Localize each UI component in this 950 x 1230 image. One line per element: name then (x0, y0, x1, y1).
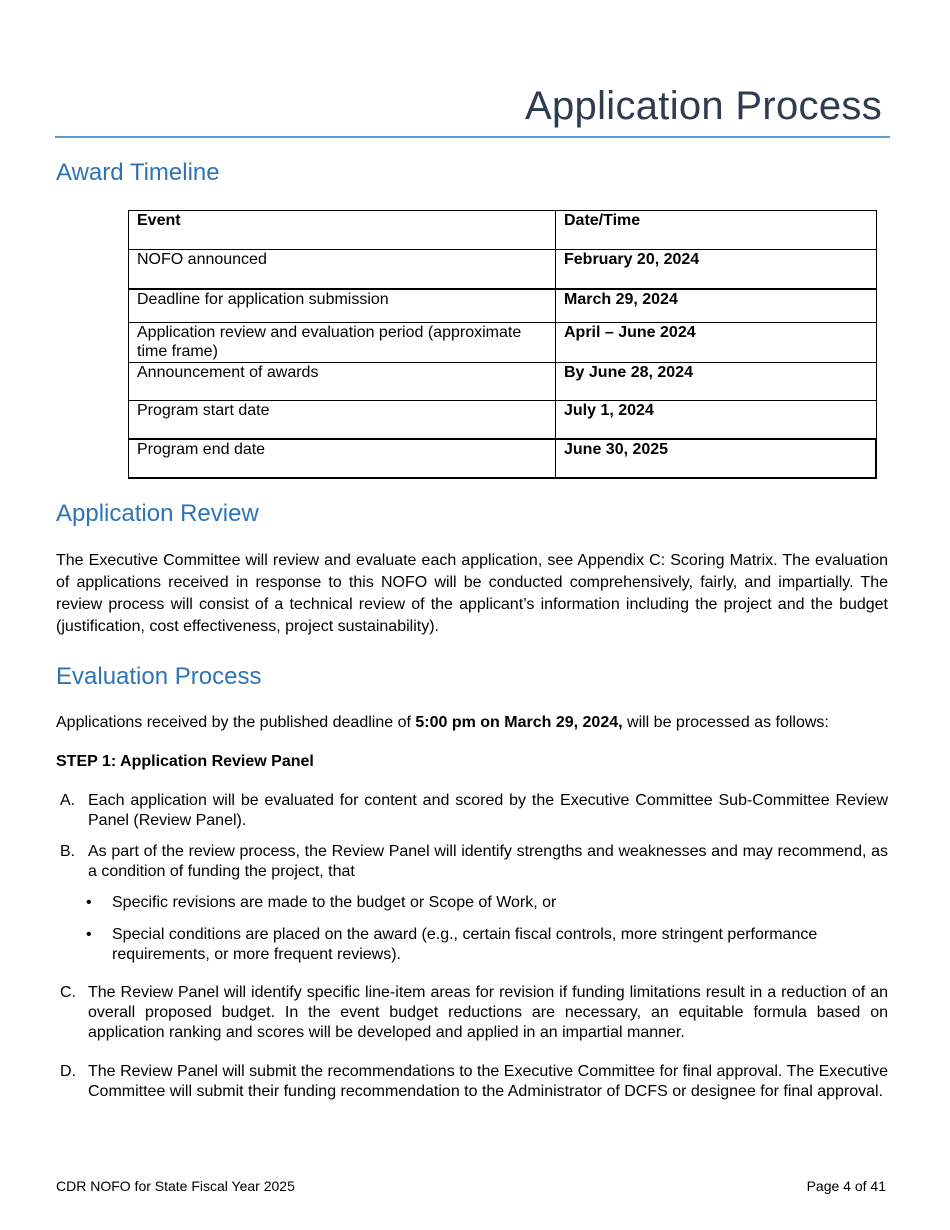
application-review-paragraph: The Executive Committee will review and evaluate each application, see Appendix C: Scoring Matrix. The evaluation of applications received in response to this NOFO will be conducted comprehensively, fairly, and impartially. The review process will consist of a technical review of the applicant’s information including the project and the budget (justification, cost effectiveness, project sustainability). (56, 552, 888, 635)
list-marker: A. (60, 792, 76, 809)
bullet-text: Special conditions are placed on the award (e.g., certain fiscal controls, more stringent performance requirements, or more frequent reviews). (112, 926, 818, 963)
date-cell: March 29, 2024 (556, 289, 877, 323)
footer-page-number: Page 4 of 41 (806, 1178, 886, 1194)
title-rule (55, 136, 890, 138)
bullet-item (56, 925, 888, 965)
table-row (129, 363, 877, 401)
bullet-text: Specific revisions are made to the budget or Scope of Work, or (112, 894, 557, 911)
list-marker: D. (60, 1063, 76, 1080)
deadline-text: 5:00 pm on March 29, 2024, (415, 714, 623, 731)
date-cell: By June 28, 2024 (556, 363, 877, 401)
intro-text-end: will be processed as follows: (622, 714, 829, 731)
column-header-event: Event (129, 211, 556, 250)
table-row (129, 401, 877, 439)
list-marker: C. (60, 984, 76, 1001)
footer-document-name: CDR NOFO for State Fiscal Year 2025 (56, 1178, 295, 1194)
list-item-text: The Review Panel will submit the recommendations to the Executive Committee for final approval. The Executive Committee will submit their funding recommendation to the Administrator of DCFS or designee for final approval. (88, 1063, 888, 1100)
event-cell: Deadline for application submission (129, 289, 556, 323)
list-item (56, 842, 888, 882)
event-cell: Program end date (129, 439, 556, 478)
application-review-heading: Application Review (56, 500, 259, 527)
evaluation-process-heading: Evaluation Process (56, 663, 262, 690)
step-heading: STEP 1: Application Review Panel (56, 753, 314, 770)
list-item-text: As part of the review process, the Review Panel will identify strengths and weaknesses and may recommend, as a condition of funding the project, that (88, 843, 888, 880)
list-item (56, 983, 888, 1043)
column-header-date: Date/Time (556, 211, 877, 250)
page-title: Application Process (525, 84, 882, 128)
table-row (129, 250, 877, 289)
bullet-item (56, 893, 888, 913)
list-item-text: The Review Panel will identify specific line-item areas for revision if funding limitations result in a reduction of an overall proposed budget. In the event budget reductions are necessary, an equitable formula based on application ranking and scores will be developed and applied in an impartial manner. (88, 984, 888, 1041)
bullet-icon: • (86, 894, 92, 911)
list-item-text: Each application will be evaluated for content and scored by the Executive Committee Sub-Committee Review Panel (Review Panel). (88, 792, 888, 829)
list-item (56, 1062, 888, 1102)
table-row (129, 439, 877, 478)
event-cell: NOFO announced (129, 250, 556, 289)
list-item (56, 791, 888, 831)
event-cell: Announcement of awards (129, 363, 556, 401)
event-cell: Application review and evaluation period (approximate time frame) (129, 323, 556, 363)
date-cell: February 20, 2024 (556, 250, 877, 289)
list-marker: B. (60, 843, 76, 860)
award-timeline-heading: Award Timeline (56, 159, 220, 186)
intro-text: Applications received by the published deadline of (56, 714, 416, 731)
date-cell: June 30, 2025 (556, 439, 877, 478)
table-row (129, 323, 877, 363)
event-cell: Program start date (129, 401, 556, 439)
bullet-icon: • (86, 926, 92, 943)
date-cell: July 1, 2024 (556, 401, 877, 439)
award-timeline-table (128, 210, 877, 479)
table-header-row (129, 211, 877, 250)
table-row (129, 289, 877, 323)
evaluation-intro (56, 712, 888, 734)
date-cell: April – June 2024 (556, 323, 877, 363)
